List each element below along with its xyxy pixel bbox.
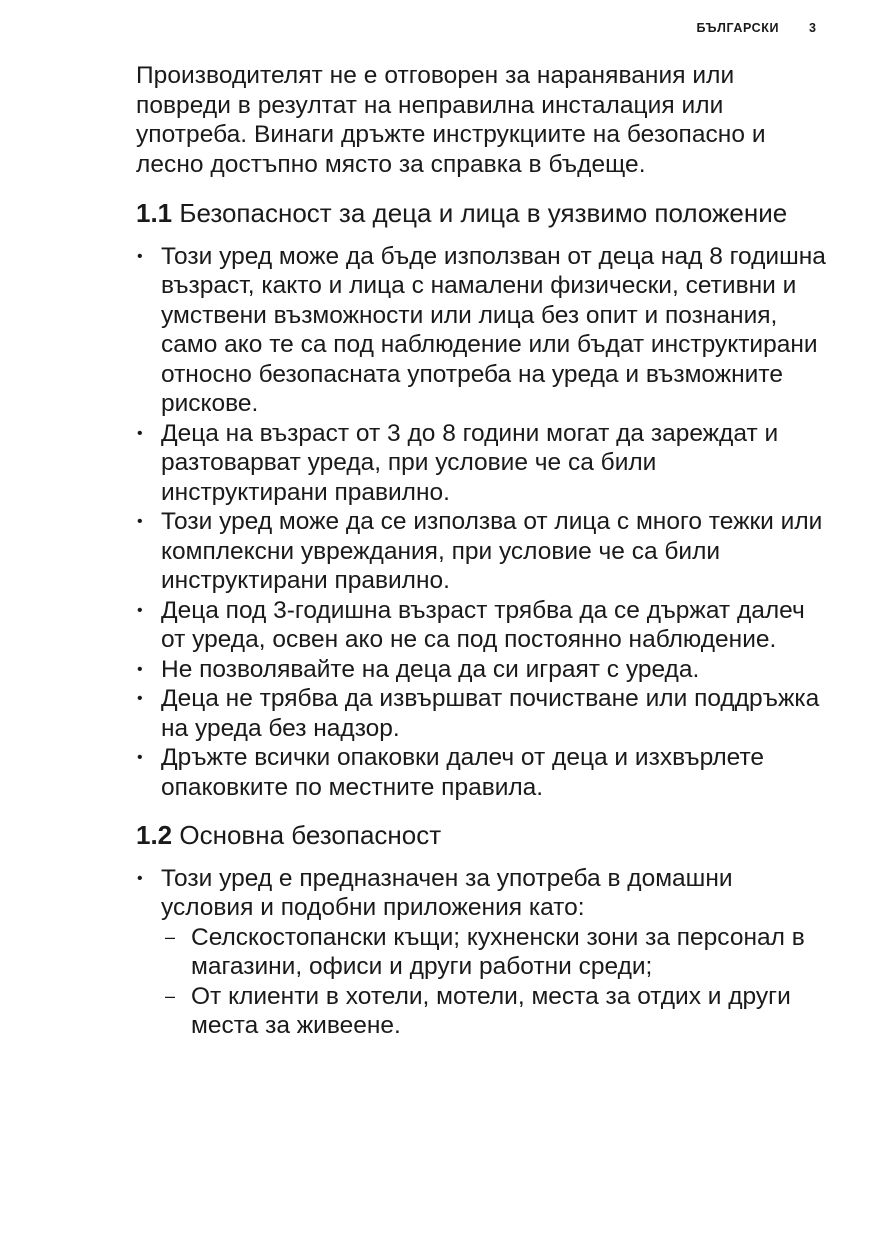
list-item [136,596,826,655]
bullet-icon: • [137,869,143,887]
list-item [136,655,826,685]
page-header [697,21,817,35]
language-label: БЪЛГАРСКИ [696,21,780,35]
section-title: Основна безопасност [179,820,442,850]
page-content [136,61,826,1041]
list-item [136,242,826,419]
intro-paragraph: Производителят не е отговорен за наранявания или повреди в резултат на неправилна инсталация или употреба. Винаги дръжте инструкциите на безопасно и лесно достъпно място за справка в бъдеще. [136,62,766,178]
list-item-text: Този уред е предназначен за употреба в домашни условия и подобни приложения като: [161,864,733,921]
page-number: 3 [809,21,816,35]
section-title: Безопасност за деца и лица в уязвимо положение [179,198,788,228]
bullet-icon: • [137,749,143,766]
list-item-text: Деца не трябва да извършват почистване или поддръжка на уреда без надзор. [161,685,820,742]
bullet-icon: • [137,660,143,678]
list-item [136,507,826,596]
list-item [136,864,826,1041]
list-item-text: Не позволявайте на деца да си играят с уреда. [161,655,700,683]
dash-icon: – [165,926,176,947]
dash-icon: – [165,985,176,1006]
bullet-list-general-safety [136,864,826,1041]
sub-list-item [161,982,826,1041]
list-item-text: Деца под 3-годишна възраст трябва да се държат далеч от уреда, освен ако не са под постоянно наблюдение. [161,596,805,653]
bullet-list-child-safety [136,242,826,803]
bullet-icon: • [137,247,143,265]
sub-list [161,923,826,1041]
section-heading-1-1 [136,198,826,230]
section-number: 1.2 [136,820,173,850]
list-item [136,684,826,743]
list-item-text: Този уред може да се използва от лица с много тежки или комплексни увреждания, при условие че са били инструктирани правилно. [161,508,823,594]
sub-list-item [161,923,826,982]
list-item-text: Този уред може да бъде използван от деца над 8 годишна възраст, както и лица с намалени физически, сетивни и умствени възможности или лица без опит и познания, само ако те са под наблюдение или бъдат инструктирани относно безопасната употреба на уреда и възможните рискове. [161,242,826,417]
sub-list-item-text: От клиенти в хотели, мотели, места за отдих и други места за живеене. [191,982,791,1039]
bullet-icon: • [137,690,143,707]
list-item-text: Дръжте всички опаковки далеч от деца и изхвърлете опаковките по местните правила. [161,744,765,801]
bullet-icon: • [137,513,143,530]
section-heading-1-2 [136,820,826,852]
list-item-text: Деца на възраст от 3 до 8 години могат да зареждат и разтоварват уреда, при условие че са били инструктирани правилно. [161,419,779,506]
sub-list-item-text: Селскостопански къщи; кухненски зони за персонал в магазини, офиси и други работни среди; [191,923,805,980]
bullet-icon: • [137,424,143,442]
bullet-icon: • [137,601,143,619]
list-item [136,419,826,508]
section-number: 1.1 [136,198,173,228]
list-item [136,743,826,802]
